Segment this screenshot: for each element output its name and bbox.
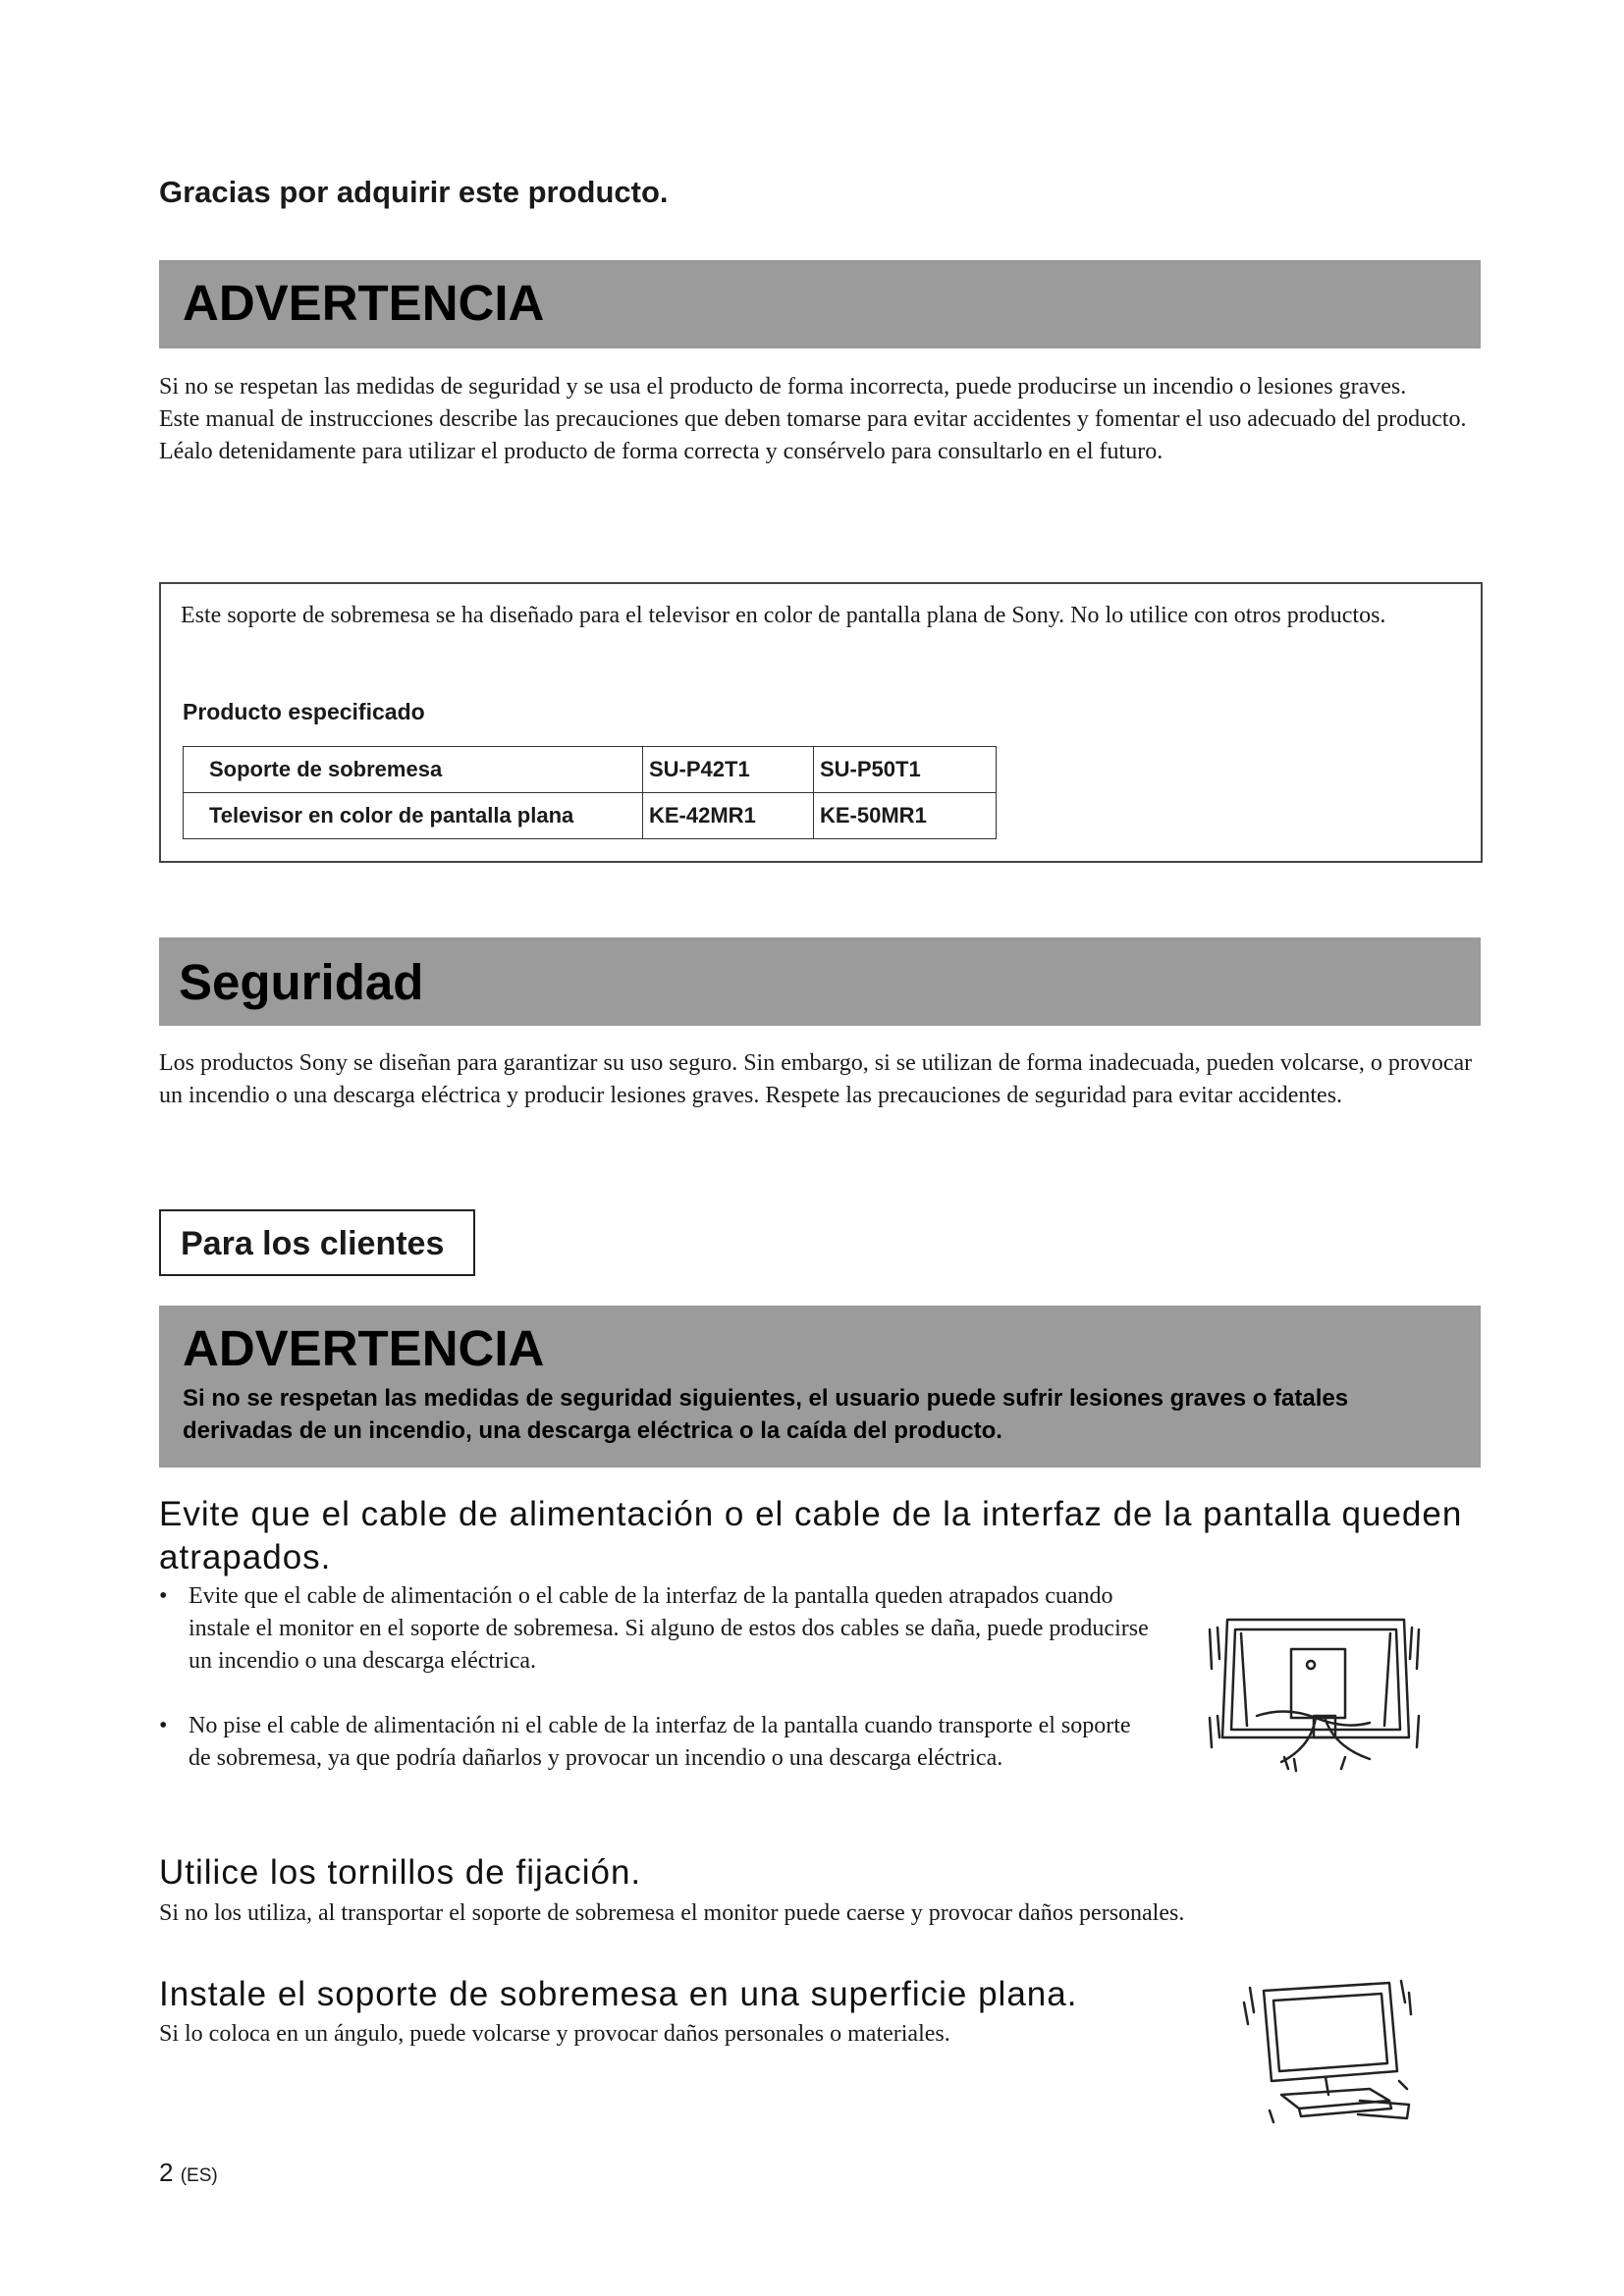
spec-table: [183, 746, 997, 839]
table-row: [184, 747, 997, 793]
section3-heading: Instale el soporte de sobremesa en una superficie plana.: [159, 1975, 1078, 2013]
warning2-band: [159, 1306, 1481, 1468]
bullet-text: No pise el cable de alimentación ni el cable de la interfaz de la pantalla cuando transporte el soporte de sobremesa, ya que podría dañarlos y provocar un incendio o una descarga eléctrica.: [189, 1713, 1131, 1771]
warning2-heading: ADVERTENCIA: [183, 1320, 545, 1376]
product-box-label: Producto especificado: [183, 699, 425, 724]
spec-model-cell: SU-P50T1: [814, 747, 997, 793]
safety-text: Los productos Sony se diseñan para garantizar su uso seguro. Sin embargo, si se utilizan de forma inadecuada, pueden volcarse, o provocar un incendio o una descarga eléctrica y producir lesiones graves. Respete las precauciones de seguridad para evitar accidentes.: [159, 1050, 1473, 1108]
warning-text-1: Si no se respetan las medidas de seguridad y se usa el producto de forma incorrecta, puede producirse un incendio o lesiones graves.: [159, 374, 1407, 400]
bullet-dot-icon: •: [159, 1583, 168, 1609]
product-box-text: Este soporte de sobremesa se ha diseñado para el televisor en color de pantalla plana de Sony. No lo utilice con otros productos.: [181, 603, 1386, 628]
spec-model-cell: KE-50MR1: [814, 793, 997, 839]
warning-text-2: Este manual de instrucciones describe las precauciones que deben tomarse para evitar accidentes y fomentar el uso adecuado del producto. Léalo detenidamente para utilizar el producto de forma correcta y consérvelo para consultarlo en el futuro.: [159, 406, 1467, 464]
spec-name-cell: Televisor en color de pantalla plana: [184, 793, 643, 839]
bullet-text: Evite que el cable de alimentación o el cable de la interfaz de la pantalla queden atrapados cuando instale el monitor en el soporte de sobremesa. Si alguno de estos dos cables se daña, puede producirse un incendio o una descarga eléctrica.: [189, 1583, 1149, 1674]
tv-rear-cables-illustration-icon: [1198, 1600, 1434, 1777]
warning-band: [159, 260, 1481, 348]
spec-model-cell: KE-42MR1: [643, 793, 814, 839]
table-row: [184, 793, 997, 839]
language-code: (ES): [180, 2165, 218, 2186]
warning-heading: ADVERTENCIA: [183, 275, 545, 331]
tv-on-tilted-stand-illustration-icon: [1242, 1973, 1419, 2130]
section3-text: Si lo coloca en un ángulo, puede volcarse y provocar daños personales o materiales.: [159, 2021, 950, 2047]
list-item: [159, 1710, 1151, 1775]
intro-title: Gracias por adquirir este producto.: [159, 175, 669, 209]
section2-text: Si no los utiliza, al transportar el soporte de sobremesa el monitor puede caerse y provocar daños personales.: [159, 1900, 1185, 1926]
list-item: [159, 1580, 1151, 1678]
warning2-text: Si no se respetan las medidas de seguridad siguientes, el usuario puede sufrir lesiones graves o fatales derivadas de un incendio, una descarga eléctrica o la caída del producto.: [183, 1385, 1349, 1444]
product-box: [159, 582, 1483, 863]
page-footer: [159, 2158, 218, 2188]
warning-paragraph: [159, 371, 1485, 468]
spec-name-cell: Soporte de sobremesa: [184, 747, 643, 793]
clients-label-box: [159, 1209, 475, 1276]
section2-heading: Utilice los tornillos de fijación.: [159, 1853, 642, 1892]
spec-model-cell: SU-P42T1: [643, 747, 814, 793]
safety-band: [159, 937, 1481, 1026]
section1-heading: Evite que el cable de alimentación o el cable de la interfaz de la pantalla queden atrapados.: [159, 1495, 1463, 1576]
safety-heading: Seguridad: [179, 954, 424, 1010]
clients-label: Para los clientes: [181, 1225, 445, 1262]
page-number: 2: [159, 2158, 174, 2187]
bullet-dot-icon: •: [159, 1713, 168, 1738]
